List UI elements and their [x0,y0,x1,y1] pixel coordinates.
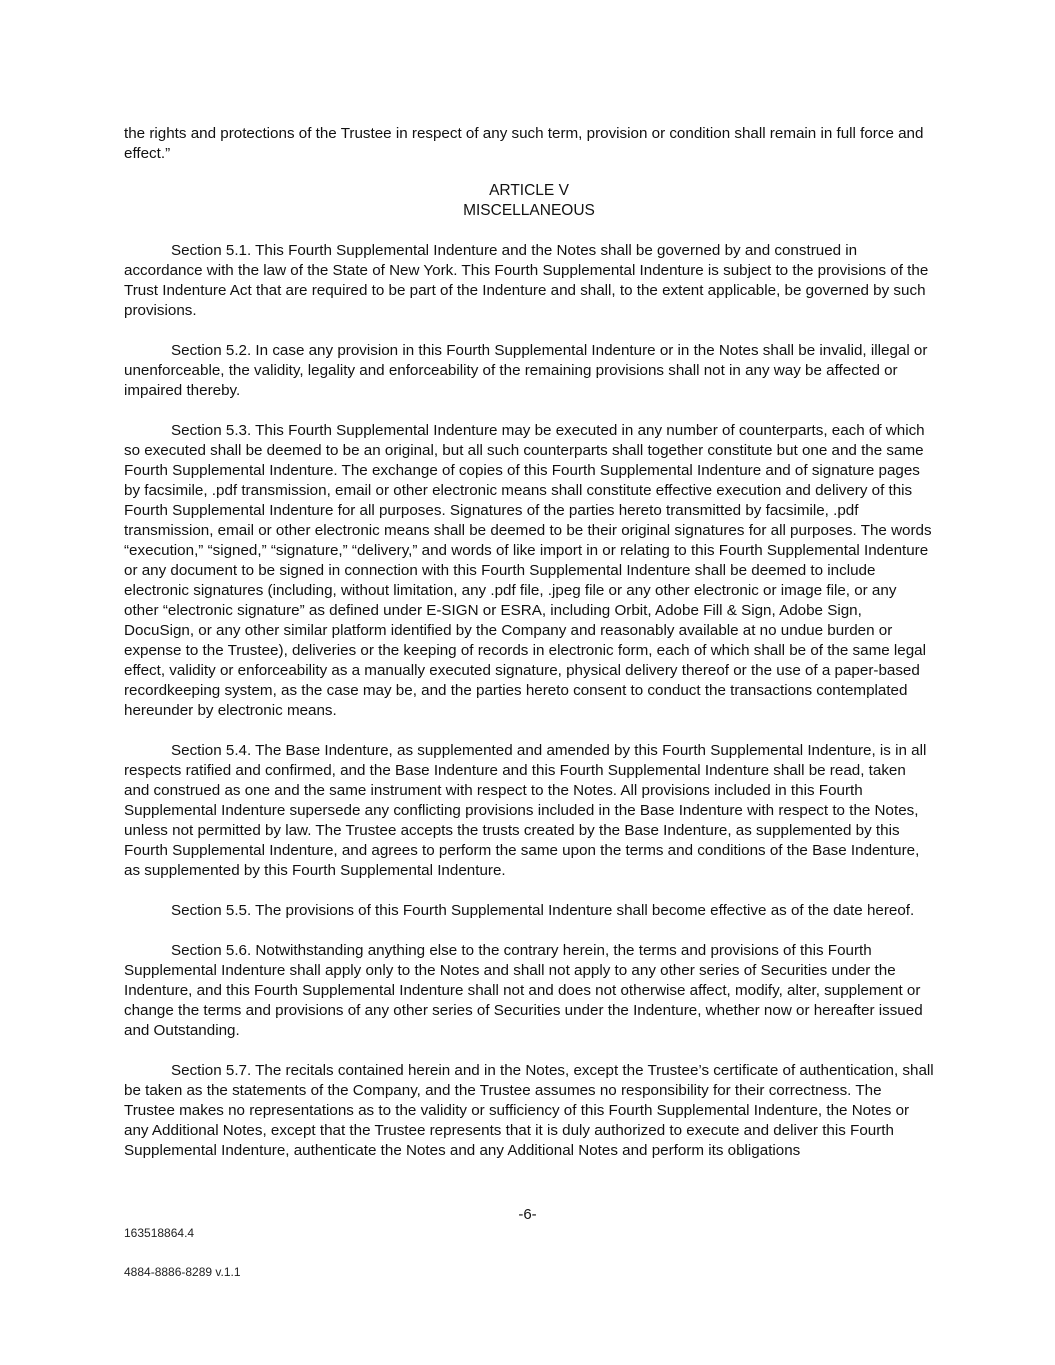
continuation-paragraph: the rights and protections of the Trustee in respect of any such term, provision or condition shall remain in full force and effect.” [124,125,924,162]
document-body [124,124,934,1181]
section-5-4-paragraph: Section 5.4. The Base Indenture, as supplemented and amended by this Fourth Supplemental Indenture, is in all respects ratified and confirmed, and the Base Indenture and this Fourth Supplemental Indenture shall be read, taken and construed as one and the same instrument with respect to the Notes. All provisions included in this Fourth Supplemental Indenture supersede any conflicting provisions included in the Base Indenture with respect to the Notes, unless not permitted by law. The Trustee accepts the trusts created by the Base Indenture, as supplemented by this Fourth Supplemental Indenture, and agrees to perform the same upon the terms and conditions of the Base Indenture, as supplemented by this Fourth Supplemental Indenture. [124,742,927,879]
section-5-7-paragraph: Section 5.7. The recitals contained herein and in the Notes, except the Trustee’s certificate of authentication, shall be taken as the statements of the Company, and the Trustee assumes no responsibility for their correctness. The Trustee makes no representations as to the validity or sufficiency of this Fourth Supplemental Indenture, the Notes or any Additional Notes, except that the Trustee represents that it is duly authorized to execute and deliver this Fourth Supplemental Indenture, authenticate the Notes and any Additional Notes and perform its obligations [124,1062,934,1159]
document-id-secondary: 4884-8886-8289 v.1.1 [124,1265,241,1279]
document-id-primary: 163518864.4 [124,1226,195,1240]
section-5-1-paragraph: Section 5.1. This Fourth Supplemental Indenture and the Notes shall be governed by and construed in accordance with the law of the State of New York. This Fourth Supplemental Indenture is subject to the provisions of the Trust Indenture Act that are required to be part of the Indenture and shall, to the extent applicable, be governed by such provisions. [124,242,929,319]
article-title: ARTICLE V [489,182,569,199]
article-heading [124,181,934,221]
section-5-6-paragraph: Section 5.6. Notwithstanding anything else to the contrary herein, the terms and provisions of this Fourth Supplemental Indenture shall apply only to the Notes and shall not apply to any other series of Securities under the Indenture, and this Fourth Supplemental Indenture shall not and does not otherwise affect, modify, alter, supplement or change the terms and provisions of any other series of Securities under the Indenture, whether now or hereafter issued and Outstanding. [124,942,923,1039]
page-number: -6- [518,1206,537,1223]
section-5-3-paragraph: Section 5.3. This Fourth Supplemental Indenture may be executed in any number of counterparts, each of which so executed shall be deemed to be an original, but all such counterparts shall together constitute but one and the same Fourth Supplemental Indenture. The exchange of copies of this Fourth Supplemental Indenture and of signature pages by facsimile, .pdf transmission, email or other electronic means shall constitute effective execution and delivery of this Fourth Supplemental Indenture for all purposes. Signatures of the parties hereto transmitted by facsimile, .pdf transmission, email or other electronic means shall be deemed to be their original signatures for all purposes. The words “execution,” “signed,” “signature,” “delivery,” and words of like import in or relating to this Fourth Supplemental Indenture or any document to be signed in connection with this Fourth Supplemental Indenture shall be deemed to include electronic signatures (including, without limitation, any .pdf file, .jpeg file or any other electronic or image file, or any other “electronic signature” as defined under E-SIGN or ESRA, including Orbit, Adobe Fill & Sign, Adobe Sign, DocuSign, or any other similar platform identified by the Company and reasonably available at no undue burden or expense to the Trustee), deliveries or the keeping of records in electronic form, each of which shall be of the same legal effect, validity or enforceability as a manually executed signature, physical delivery thereof or the use of a paper-based recordkeeping system, as the case may be, and the parties hereto consent to conduct the transactions contemplated hereunder by electronic means. [124,422,932,719]
article-subtitle: MISCELLANEOUS [463,202,595,219]
section-5-2-paragraph: Section 5.2. In case any provision in this Fourth Supplemental Indenture or in the Notes shall be invalid, illegal or unenforceable, the validity, legality and enforceability of the remaining provisions shall not in any way be affected or impaired thereby. [124,342,928,399]
section-5-5-paragraph: Section 5.5. The provisions of this Fourth Supplemental Indenture shall become effective as of the date hereof. [171,902,915,919]
